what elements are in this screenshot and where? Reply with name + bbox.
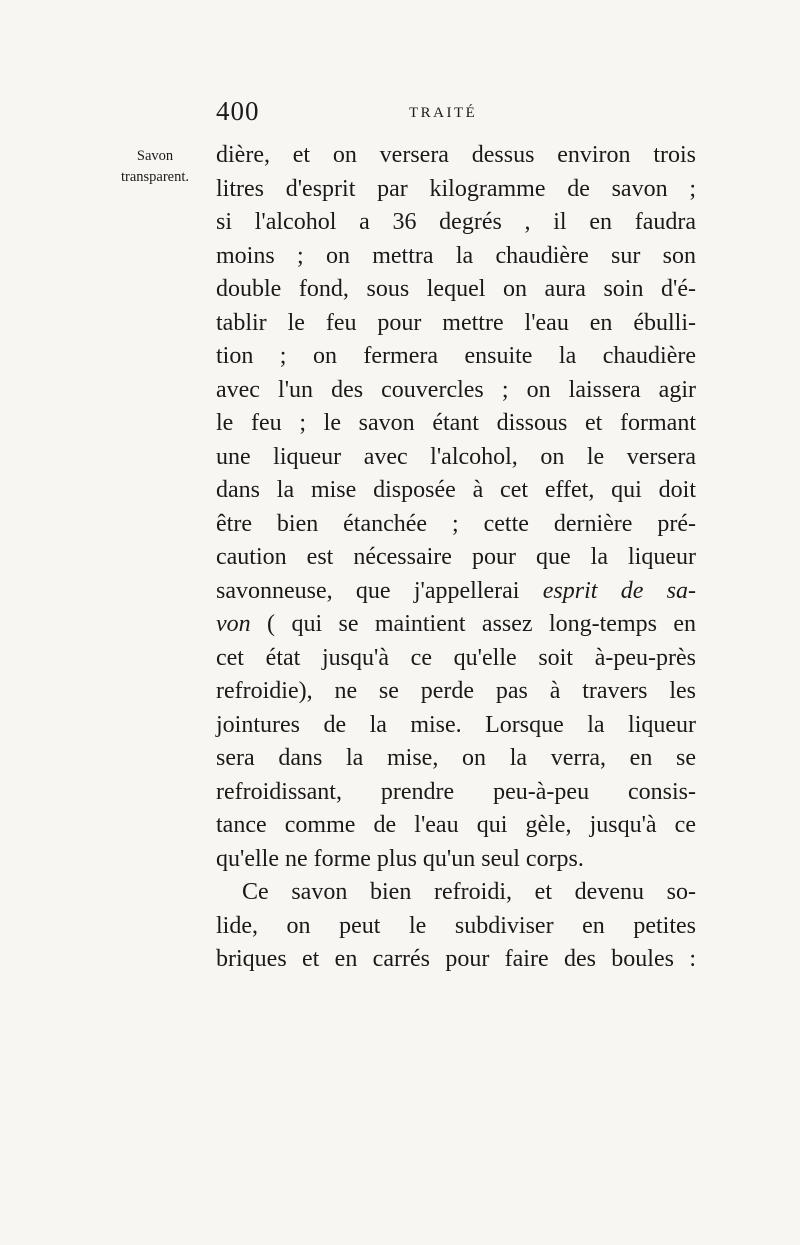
text-line: si l'alcohol a 36 degrés , il en faudra xyxy=(216,209,696,235)
text-line: double fond, sous lequel on aura soin d'é- xyxy=(216,276,696,302)
text-line: litres d'esprit par kilogramme de savon ; xyxy=(216,175,696,202)
text-line: dans la mise disposée à cet effet, qui doit xyxy=(216,477,696,503)
text-line: refroidissant, prendre peu-à-peu consis- xyxy=(216,778,696,805)
text-line: tion ; on fermera ensuite la chaudière xyxy=(216,343,696,369)
running-title: TRAITÉ xyxy=(409,105,478,121)
paragraph-start-line: Ce savon bien refroidi, et devenu so- xyxy=(242,879,696,905)
text-line: avec l'un des couvercles ; on laissera agir xyxy=(216,376,696,403)
text-segment: ( qui se maintient assez long-temps en xyxy=(250,611,696,637)
italic-term: von xyxy=(216,611,251,637)
text-line: moins ; on mettra la chaudière sur son xyxy=(216,242,696,269)
italic-term: esprit de sa- xyxy=(542,577,696,604)
page-number: 400 xyxy=(216,96,260,126)
text-line: tance comme de l'eau qui gèle, jusqu'à ce xyxy=(216,812,696,838)
margin-note-line: transparent. xyxy=(120,169,190,185)
text-line: jointures de la mise. Lorsque la liqueur xyxy=(216,711,696,738)
text-line: une liqueur avec l'alcohol, on le versera xyxy=(216,443,696,470)
text-line: lide, on peut le subdiviser en petites xyxy=(216,912,696,939)
text-line: refroidie), ne se perde pas à travers les xyxy=(216,678,696,704)
text-line-with-italic xyxy=(216,608,696,642)
text-segment: savonneuse, que j'appellerai xyxy=(216,577,543,604)
text-line: qu'elle ne forme plus qu'un seul corps. xyxy=(216,845,584,872)
page-header xyxy=(216,96,696,132)
text-line: dière, et on versera dessus environ trois xyxy=(216,142,696,168)
text-line: cet état jusqu'à ce qu'elle soit à-peu-près xyxy=(216,644,696,671)
text-line: tablir le feu pour mettre l'eau en ébulli- xyxy=(216,309,696,336)
text-line: briques et en carrés pour faire des boules : xyxy=(216,946,696,972)
body-text xyxy=(216,139,696,977)
text-line: caution est nécessaire pour que la liqueur xyxy=(216,544,696,570)
margin-note-line: Savon xyxy=(136,148,174,164)
text-line: sera dans la mise, on la verra, en se xyxy=(216,745,696,771)
text-line-with-italic xyxy=(216,575,696,609)
text-line: le feu ; le savon étant dissous et formant xyxy=(216,410,696,436)
margin-note xyxy=(100,146,210,188)
text-line: être bien étanchée ; cette dernière pré- xyxy=(216,510,696,537)
